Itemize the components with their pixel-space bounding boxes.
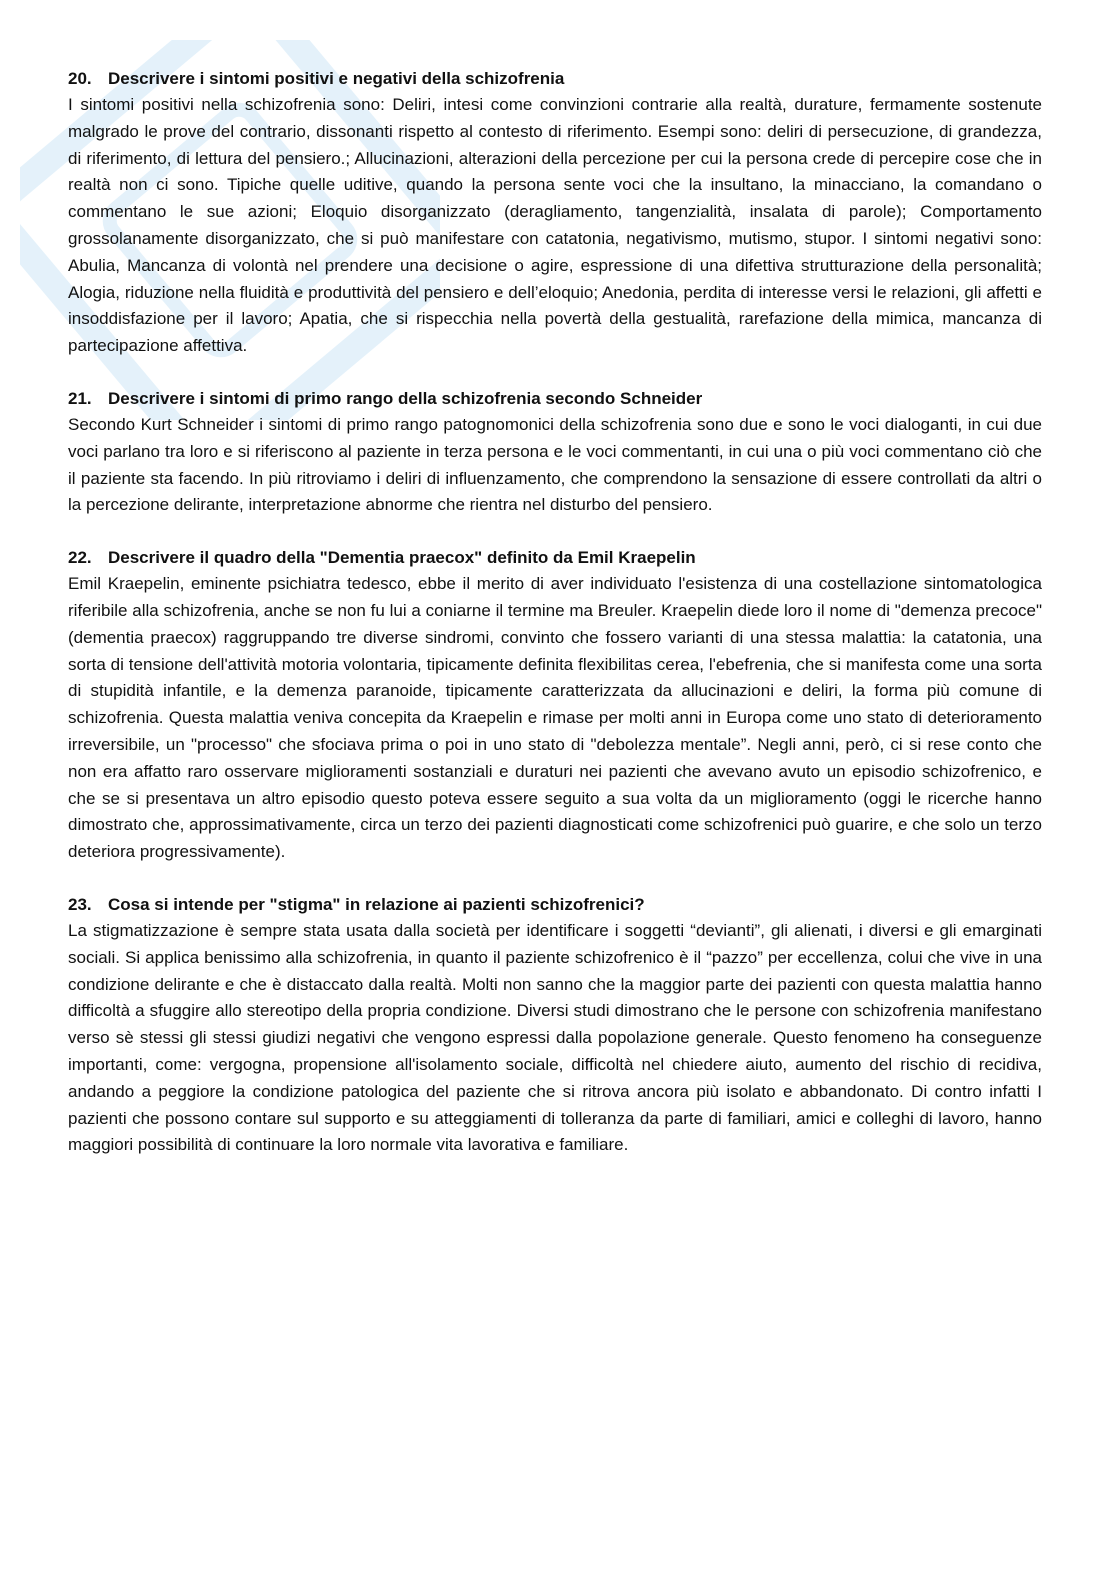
- section-number: 22.: [68, 548, 92, 568]
- section-number: 21.: [68, 388, 92, 408]
- section-number: 23.: [68, 894, 92, 914]
- section-heading: [68, 66, 1042, 92]
- section-22: [68, 545, 1042, 866]
- section-number: 20.: [68, 69, 92, 88]
- section-21: [68, 386, 1042, 519]
- section-title: Cosa si intende per "stigma" in relazione ai pazienti schizofrenici?: [108, 894, 645, 914]
- section-title: Descrivere i sintomi positivi e negativi della schizofrenia: [108, 69, 565, 88]
- section-title: Descrivere i sintomi di primo rango della schizofrenia secondo Schneider: [108, 388, 703, 408]
- section-20: [68, 66, 1042, 360]
- section-body: I sintomi positivi nella schizofrenia sono: Deliri, intesi come convinzioni contrarie alla realtà, durature, fermamente sostenute malgrado le prove del contrario, dissonanti rispetto al contesto di riferimento. Esempi sono: deliri di persecuzione, di grandezza, di riferimento, di lettura del pensiero.; Allucinazioni, alterazioni della percezione per cui la persona crede di percepire cose che in realtà non ci sono. Tipiche quelle uditive, quando la persona sente voci che la insultano, la minacciano, la comandano o commentano le sue azioni; Eloquio disorganizzato (deragliamento, tangenzialità, insalata di parole); Comportamento grossolanamente disorganizzato, che si può manifestare con catatonia, negativismo, mutismo, stupor. I sintomi negativi sono: Abulia, Mancanza di volontà nel prendere una decisione o agire, espressione di una difettiva strutturazione della personalità; Alogia, riduzione nella fluidità e produttività del pensiero e dell’eloquio; Anedonia, perdita di interesse versi le relazioni, gli affetti e insoddisfazione per il lavoro; Apatia, che si rispecchia nella povertà della gestualità, rarefazione della mimica, mancanza di partecipazione affettiva.: [68, 95, 1042, 356]
- section-body: Secondo Kurt Schneider i sintomi di primo rango patognomonici della schizofrenia sono due e sono le voci dialoganti, in cui due voci parlano tra loro e si riferiscono al paziente in terza persona e le voci commentanti, in cui una o più voci commentano ciò che il paziente sta facendo. In più ritroviamo i deliri di influenzamento, che comprendono la sensazione di essere controllati da altri o la percezione delirante, interpretazione abnorme che rientra nel disturbo del pensiero.: [68, 414, 1042, 515]
- section-body: La stigmatizzazione è sempre stata usata dalla società per identificare i soggetti “devianti”, gli alienati, i diversi e gli emarginati sociali. Si applica benissimo alla schizofrenia, in quanto il paziente schizofrenico è il “pazzo” per eccellenza, colui che vive in una condizione delirante e che è distaccato dalla realtà. Molti non sanno che la maggior parte dei pazienti con questa malattia hanno difficoltà a sfuggire allo stereotipo della propria condizione. Diversi studi dimostrano che le persone con schizofrenia manifestano verso sè stessi gli stessi giudizi negativi che vengono espressi dalla popolazione generale. Questo fenomeno ha conseguenze importanti, come: vergogna, propensione all'isolamento sociale, difficoltà nel chiedere aiuto, aumento del rischio di recidiva, andando a peggiore la condizione patologica del paziente che si ritrova ancora più isolato e abbandonato. Di contro infatti I pazienti che possono contare sul supporto e su atteggiamenti di tolleranza da parte di familiari, amici e colleghi di lavoro, hanno maggiori possibilità di continuare la loro normale vita lavorativa e familiare.: [68, 920, 1042, 1155]
- document-page: [68, 66, 1042, 1185]
- section-heading: [68, 545, 1042, 571]
- section-heading: [68, 386, 1042, 412]
- section-23: [68, 892, 1042, 1159]
- section-body: Emil Kraepelin, eminente psichiatra tedesco, ebbe il merito di aver individuato l'esistenza di una costellazione sintomatologica riferibile alla schizofrenia, anche se non fu lui a coniarne il termine ma Breuler. Kraepelin diede loro il nome di "demenza precoce" (dementia praecox) raggruppando tre diverse sindromi, convinto che fossero varianti di una stessa malattia: la catatonia, una sorta di tensione dell'attività motoria volontaria, tipicamente definita flexibilitas cerea, l'ebefrenia, che si manifesta come una sorta di stupidità infantile, e la demenza paranoide, tipicamente caratterizzata da allucinazioni e deliri, la forma più comune di schizofrenia. Questa malattia veniva concepita da Kraepelin e rimase per molti anni in Europa come uno stato di deterioramento irreversibile, un "processo" che sfociava prima o poi in uno stato di "debolezza mentale”. Negli anni, però, ci si rese conto che non era affatto raro osservare miglioramenti sostanziali e duraturi nei pazienti che avevano avuto un episodio schizofrenico, e che se si presentava un altro episodio questo poteva essere seguito a sua volta da un miglioramento (oggi le ricerche hanno dimostrato che, approssimativamente, circa un terzo dei pazienti diagnosticati come schizofrenici può guarire, e che solo un terzo deteriora progressivamente).: [68, 574, 1042, 862]
- section-heading: [68, 892, 1042, 918]
- section-title: Descrivere il quadro della "Dementia praecox" definito da Emil Kraepelin: [108, 548, 696, 568]
